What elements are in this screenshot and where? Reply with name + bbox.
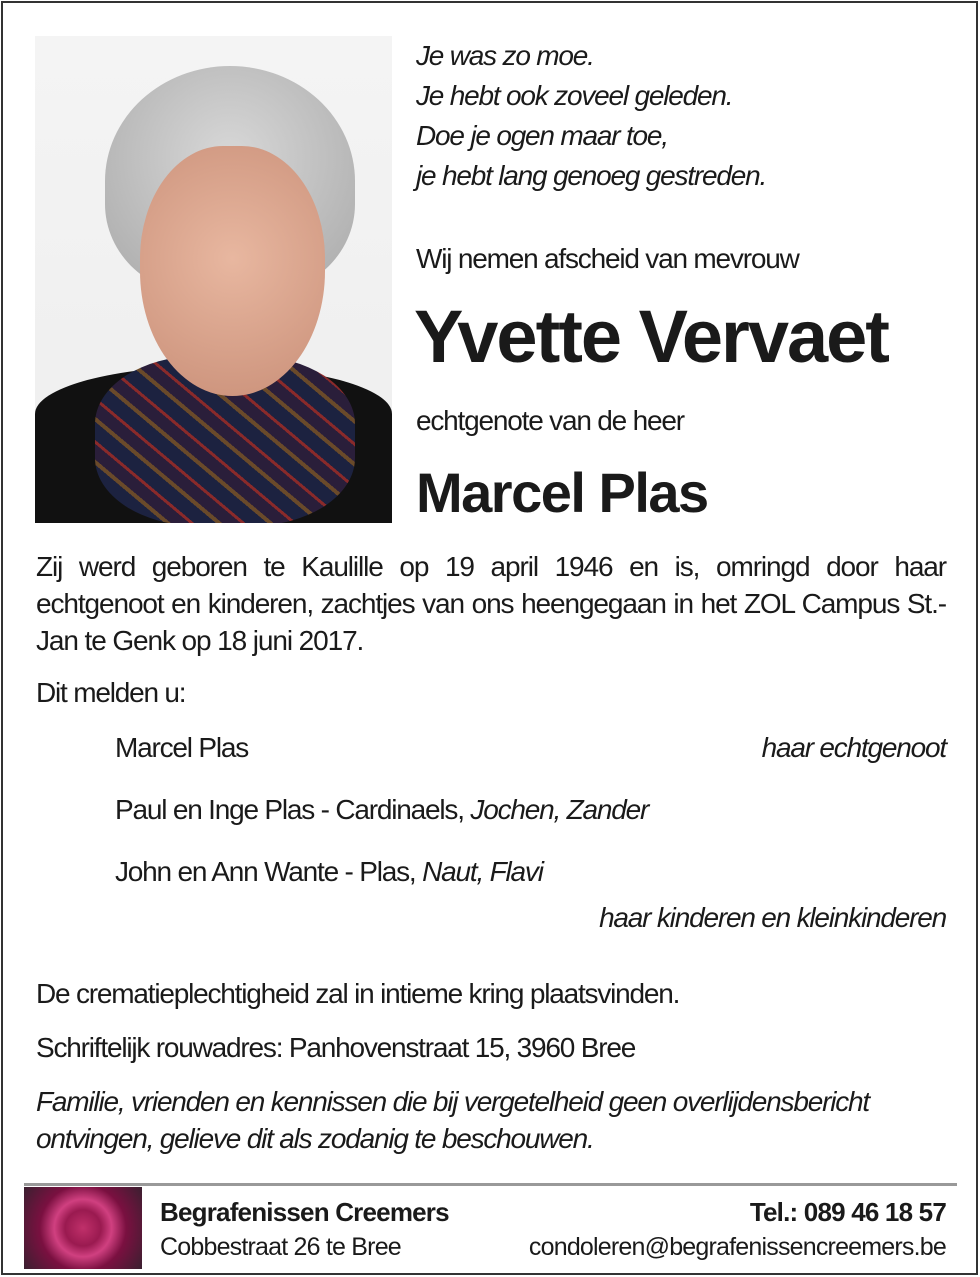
- ceremony-text: De crematieplechtigheid zal in intieme kring plaatsvinden.: [36, 978, 680, 1009]
- poem-line: je hebt lang genoeg gestreden.: [416, 160, 767, 191]
- spouse-intro: echtgenote van de heer: [416, 405, 684, 436]
- family-member: Paul en Inge Plas - Cardinaels, Jochen, Zander: [115, 794, 649, 825]
- notify-label: Dit melden u:: [36, 677, 186, 708]
- family-member: Marcel Plas: [115, 732, 249, 763]
- poem-line: Je was zo moe.: [416, 40, 594, 71]
- poem-line: Je hebt ook zoveel geleden.: [416, 80, 733, 111]
- footer-divider: [24, 1183, 957, 1186]
- family-relation: haar echtgenoot: [761, 732, 946, 763]
- poem-line: Doe je ogen maar toe,: [416, 120, 668, 151]
- address-text: Schriftelijk rouwadres: Panhovenstraat 15, 3960 Bree: [36, 1032, 636, 1063]
- intro-text: Wij nemen afscheid van mevrouw: [416, 243, 799, 274]
- deceased-name: Yvette Vervaet: [414, 295, 888, 378]
- portrait-photo: [35, 36, 392, 523]
- company-name: Begrafenissen Creemers: [160, 1197, 449, 1227]
- company-address: Cobbestraat 26 te Bree: [160, 1233, 401, 1261]
- notice-line: ontvingen, gelieve dit als zodanig te beschouwen.: [36, 1123, 594, 1154]
- notice-line: Familie, vrienden en kennissen die bij vergetelheid geen overlijdensbericht: [36, 1086, 869, 1117]
- rose-image: [24, 1187, 142, 1269]
- company-email[interactable]: condoleren@begrafenissencreemers.be: [528, 1233, 946, 1261]
- announcement-text: Zij werd geboren te Kaulille op 19 april 1946 en is, omringd door haar echtgenoot en kinderen, zachtjes van ons heengegaan in het ZOL Campus St.-Jan te Genk op 18 juni 2017.: [36, 551, 946, 656]
- family-member: John en Ann Wante - Plas, Naut, Flavi: [115, 856, 543, 887]
- family-relation: haar kinderen en kleinkinderen: [599, 902, 946, 933]
- company-phone: Tel.: 089 46 18 57: [749, 1197, 946, 1227]
- spouse-name: Marcel Plas: [416, 461, 708, 524]
